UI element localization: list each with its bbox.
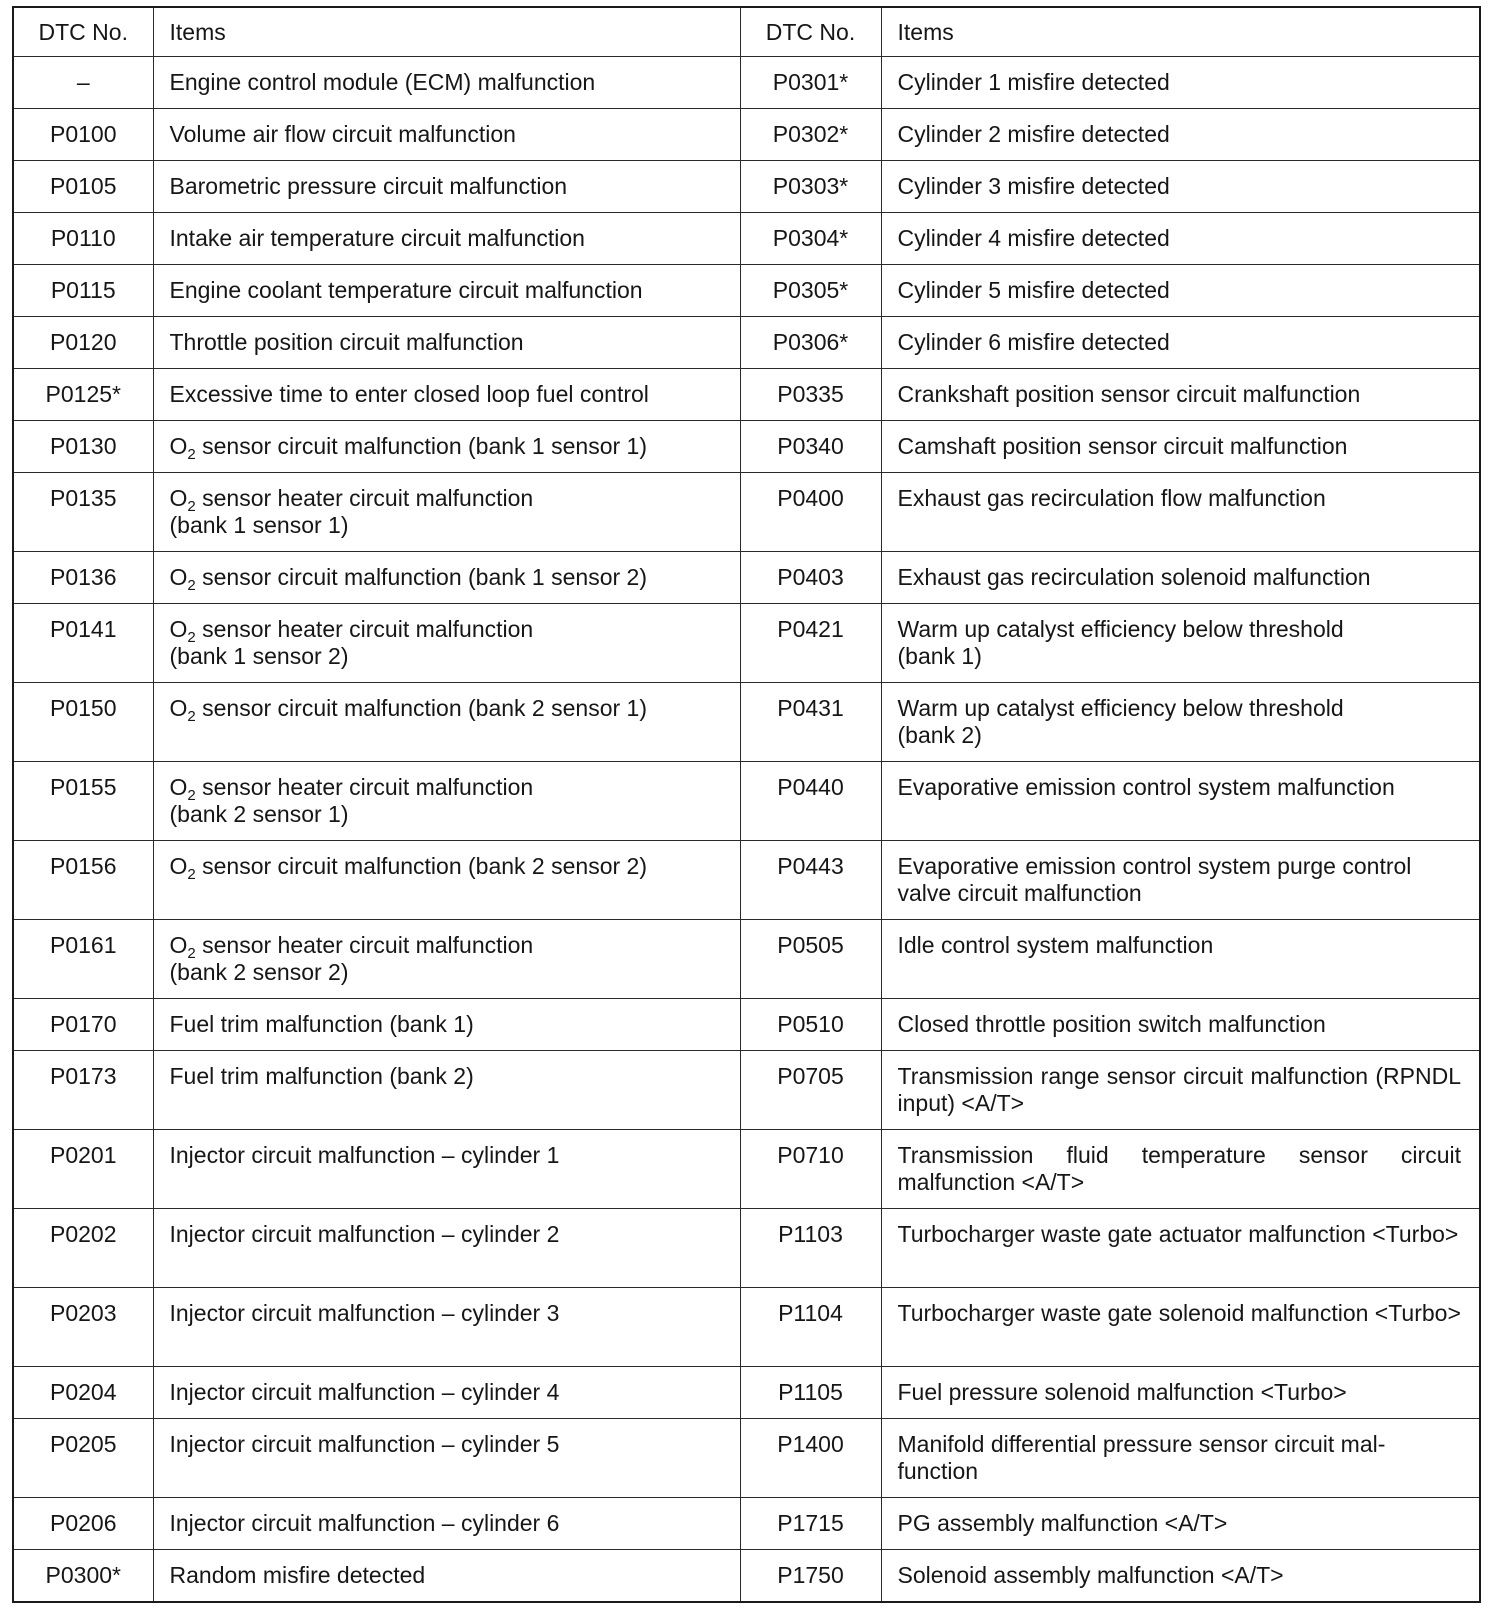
dtc-item-cell: Intake air temperature circuit malfunction (153, 213, 740, 265)
dtc-code-cell: P0202 (13, 1209, 153, 1288)
dtc-item-cell: Injector circuit malfunction – cylinder 2 (153, 1209, 740, 1288)
table-row (13, 604, 1480, 683)
dtc-item-cell: $O_2$ sensor heater circuit malfunction (bank 2 sensor 2) (153, 920, 740, 999)
dtc-code-cell: P0505 (740, 920, 881, 999)
dtc-code-cell: P0161 (13, 920, 153, 999)
table-row (13, 552, 1480, 604)
table-row (13, 265, 1480, 317)
table-row (13, 473, 1480, 552)
dtc-item-cell: Evaporative emission control system malfunction (881, 762, 1480, 841)
dtc-code-cell: P0155 (13, 762, 153, 841)
dtc-code-cell: P0302* (740, 109, 881, 161)
dtc-item-cell: Cylinder 1 misfire detected (881, 57, 1480, 109)
table-row (13, 57, 1480, 109)
dtc-item-cell: Manifold differential pressure sensor circuit mal- function (881, 1419, 1480, 1498)
dtc-code-cell: P0100 (13, 109, 153, 161)
dtc-item-cell: Transmission range sensor circuit malfunction (RPNDL input) <A/T> (881, 1051, 1480, 1130)
dtc-code-cell: P0203 (13, 1288, 153, 1367)
dtc-item-cell: Transmission fluid temperature sensor circuit malfunction <A/T> (881, 1130, 1480, 1209)
dtc-item-cell: $O_2$ sensor heater circuit malfunction (bank 1 sensor 1) (153, 473, 740, 552)
dtc-code-cell: P0173 (13, 1051, 153, 1130)
header-items-1: Items (153, 7, 740, 57)
table-row (13, 920, 1480, 999)
table-row (13, 213, 1480, 265)
dtc-code-cell: P0306* (740, 317, 881, 369)
dtc-code-cell: P0130 (13, 421, 153, 473)
dtc-item-cell: Closed throttle position switch malfunction (881, 999, 1480, 1051)
dtc-item-cell: Fuel trim malfunction (bank 1) (153, 999, 740, 1051)
dtc-item-cell: Solenoid assembly malfunction <A/T> (881, 1550, 1480, 1603)
header-dtc-no-1: DTC No. (13, 7, 153, 57)
dtc-code-cell: P0431 (740, 683, 881, 762)
dtc-item-cell: Fuel trim malfunction (bank 2) (153, 1051, 740, 1130)
dtc-code-cell: P0400 (740, 473, 881, 552)
dtc-item-cell: $O_2$ sensor heater circuit malfunction (bank 2 sensor 1) (153, 762, 740, 841)
dtc-item-cell: $O_2$ sensor heater circuit malfunction (bank 1 sensor 2) (153, 604, 740, 683)
dtc-table-body (13, 57, 1480, 1603)
dtc-code-cell: P0510 (740, 999, 881, 1051)
table-row (13, 161, 1480, 213)
dtc-code-cell: P1104 (740, 1288, 881, 1367)
dtc-code-cell: P0304* (740, 213, 881, 265)
dtc-item-cell: Cylinder 2 misfire detected (881, 109, 1480, 161)
table-row (13, 369, 1480, 421)
dtc-item-cell: Camshaft position sensor circuit malfunction (881, 421, 1480, 473)
dtc-code-cell: P1715 (740, 1498, 881, 1550)
table-row (13, 1209, 1480, 1288)
dtc-item-cell: Warm up catalyst efficiency below threshold (bank 2) (881, 683, 1480, 762)
dtc-code-cell: P0335 (740, 369, 881, 421)
dtc-code-cell: P0305* (740, 265, 881, 317)
dtc-item-cell: Cylinder 6 misfire detected (881, 317, 1480, 369)
dtc-item-cell: Throttle position circuit malfunction (153, 317, 740, 369)
dtc-item-cell: Cylinder 3 misfire detected (881, 161, 1480, 213)
table-row (13, 109, 1480, 161)
dtc-item-cell: Idle control system malfunction (881, 920, 1480, 999)
dtc-code-cell: P0705 (740, 1051, 881, 1130)
dtc-item-cell: Turbocharger waste gate actuator malfunction <Turbo> (881, 1209, 1480, 1288)
dtc-code-cell: P0170 (13, 999, 153, 1051)
dtc-code-cell: P0120 (13, 317, 153, 369)
table-row (13, 841, 1480, 920)
table-row (13, 1550, 1480, 1603)
dtc-code-cell: P0300* (13, 1550, 153, 1603)
dtc-code-cell: P0206 (13, 1498, 153, 1550)
dtc-item-cell: Injector circuit malfunction – cylinder 1 (153, 1130, 740, 1209)
dtc-item-cell: PG assembly malfunction <A/T> (881, 1498, 1480, 1550)
dtc-code-cell: P0403 (740, 552, 881, 604)
dtc-item-cell: Excessive time to enter closed loop fuel control (153, 369, 740, 421)
table-row (13, 683, 1480, 762)
dtc-item-cell: Cylinder 4 misfire detected (881, 213, 1480, 265)
dtc-item-cell: Random misfire detected (153, 1550, 740, 1603)
dtc-code-cell: P1105 (740, 1367, 881, 1419)
dtc-code-cell: P0421 (740, 604, 881, 683)
dtc-item-cell: Evaporative emission control system purge control valve circuit malfunction (881, 841, 1480, 920)
dtc-code-cell: P0201 (13, 1130, 153, 1209)
table-row (13, 317, 1480, 369)
dtc-item-cell: Turbocharger waste gate solenoid malfunction <Turbo> (881, 1288, 1480, 1367)
table-row (13, 1051, 1480, 1130)
header-items-2: Items (881, 7, 1480, 57)
dtc-code-cell: P0303* (740, 161, 881, 213)
dtc-code-cell: P0141 (13, 604, 153, 683)
dtc-code-cell: P0125* (13, 369, 153, 421)
dtc-item-cell: Volume air flow circuit malfunction (153, 109, 740, 161)
dtc-item-cell: Injector circuit malfunction – cylinder 3 (153, 1288, 740, 1367)
dtc-item-cell: Injector circuit malfunction – cylinder 4 (153, 1367, 740, 1419)
header-dtc-no-2: DTC No. (740, 7, 881, 57)
dtc-code-cell: P1750 (740, 1550, 881, 1603)
dtc-code-cell: P1103 (740, 1209, 881, 1288)
dtc-item-cell: Cylinder 5 misfire detected (881, 265, 1480, 317)
dtc-code-cell: P1400 (740, 1419, 881, 1498)
dtc-table (12, 6, 1481, 1603)
dtc-item-cell: Exhaust gas recirculation solenoid malfunction (881, 552, 1480, 604)
dtc-code-cell: P0205 (13, 1419, 153, 1498)
dtc-code-cell: P0340 (740, 421, 881, 473)
dtc-item-cell: Engine control module (ECM) malfunction (153, 57, 740, 109)
dtc-code-cell: P0204 (13, 1367, 153, 1419)
table-row (13, 421, 1480, 473)
dtc-item-cell: $O_2$ sensor circuit malfunction (bank 1 sensor 1) (153, 421, 740, 473)
dtc-code-cell: P0443 (740, 841, 881, 920)
dtc-item-cell: Engine coolant temperature circuit malfunction (153, 265, 740, 317)
dtc-code-cell: P0301* (740, 57, 881, 109)
dtc-code-cell: P0150 (13, 683, 153, 762)
dtc-code-cell: P0135 (13, 473, 153, 552)
dtc-code-cell: P0115 (13, 265, 153, 317)
dtc-code-cell: – (13, 57, 153, 109)
dtc-code-cell: P0710 (740, 1130, 881, 1209)
dtc-item-cell: $O_2$ sensor circuit malfunction (bank 2 sensor 2) (153, 841, 740, 920)
dtc-item-cell: $O_2$ sensor circuit malfunction (bank 1 sensor 2) (153, 552, 740, 604)
table-row (13, 1130, 1480, 1209)
table-row (13, 1367, 1480, 1419)
dtc-item-cell: $O_2$ sensor circuit malfunction (bank 2 sensor 1) (153, 683, 740, 762)
table-row (13, 1288, 1480, 1367)
dtc-item-cell: Warm up catalyst efficiency below threshold (bank 1) (881, 604, 1480, 683)
table-row (13, 1419, 1480, 1498)
dtc-code-cell: P0156 (13, 841, 153, 920)
header-row (13, 7, 1480, 57)
dtc-item-cell: Crankshaft position sensor circuit malfunction (881, 369, 1480, 421)
dtc-item-cell: Injector circuit malfunction – cylinder 6 (153, 1498, 740, 1550)
dtc-code-cell: P0110 (13, 213, 153, 265)
dtc-item-cell: Fuel pressure solenoid malfunction <Turbo> (881, 1367, 1480, 1419)
dtc-item-cell: Barometric pressure circuit malfunction (153, 161, 740, 213)
table-row (13, 762, 1480, 841)
dtc-code-cell: P0136 (13, 552, 153, 604)
dtc-item-cell: Exhaust gas recirculation flow malfunction (881, 473, 1480, 552)
table-row (13, 999, 1480, 1051)
dtc-code-cell: P0440 (740, 762, 881, 841)
dtc-item-cell: Injector circuit malfunction – cylinder 5 (153, 1419, 740, 1498)
dtc-code-cell: P0105 (13, 161, 153, 213)
table-row (13, 1498, 1480, 1550)
